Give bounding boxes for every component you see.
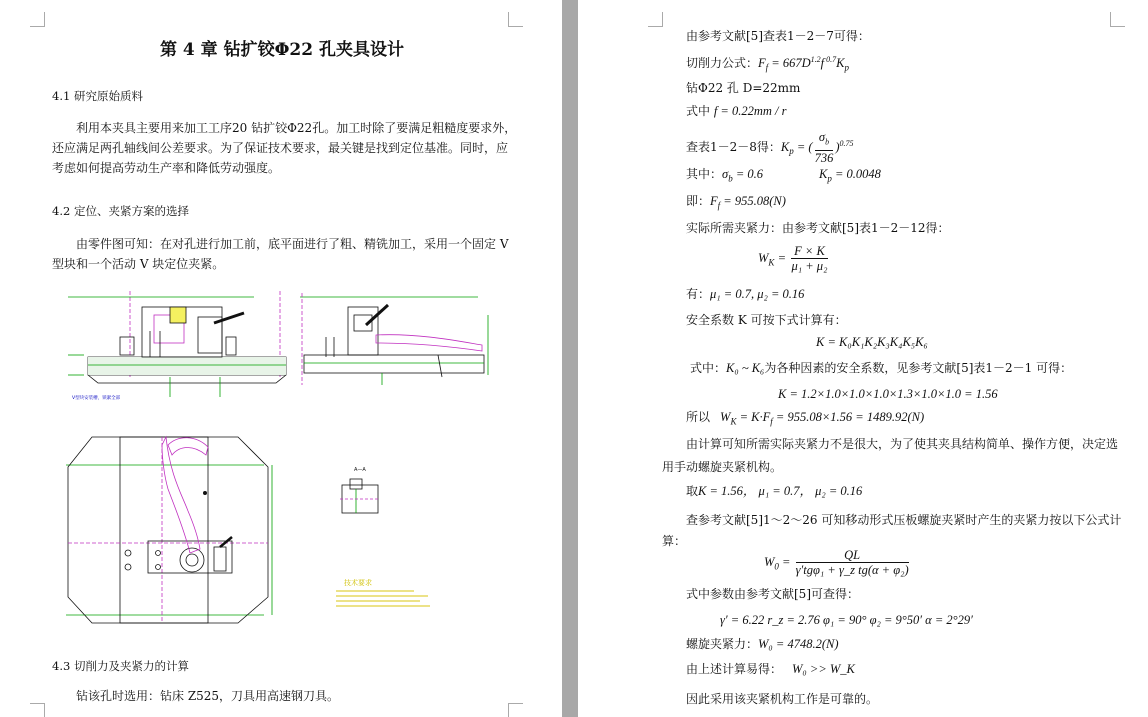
front-view	[68, 291, 286, 397]
formula-symbol: σ	[722, 167, 729, 181]
paragraph-line: 考虑如何提高劳动生产率和降低劳动强度。	[52, 161, 281, 175]
paragraph-line: 用手动螺旋夹紧机构。	[662, 460, 783, 474]
formula-subscript: f	[770, 416, 773, 427]
formula-value: = 0.6	[732, 167, 763, 181]
formula-label: 查表1－2－8得：	[686, 139, 781, 154]
formula-subscript: K	[768, 257, 775, 268]
formula-symbol: W	[764, 555, 775, 569]
result-line	[686, 193, 786, 213]
formula-subscript: 0	[774, 561, 779, 572]
fraction	[796, 548, 909, 577]
formula-subscript: f	[717, 200, 721, 211]
text-line: 实际所需夹紧力：由参考文献[5]表1－2－12得：	[686, 221, 950, 235]
text-line: 安全系数 K 可按下式计算有：	[686, 313, 847, 327]
margin-corner-mark	[508, 12, 523, 27]
formula-part: )	[835, 139, 840, 154]
formula-subscript: p	[789, 146, 794, 157]
text-line	[690, 360, 1072, 376]
clamping-force-formula: $W_K$ = $\frac{F \times K}{\text{μ₁ + μ₂}}$	[758, 244, 828, 273]
fraction-denominator: μ₁ + μ₂	[791, 259, 828, 273]
parameter-line	[686, 483, 862, 499]
paragraph-line: 钻该孔时选用：钻床 Z525，刀具用高速钢刀具。	[76, 689, 340, 703]
formula-symbol: W	[720, 410, 731, 424]
document-page-right	[578, 0, 1148, 717]
parameter-values: γ′ = 6.22 r_z = 2.76 φ₁ = 90° φ₂ = 9°50′ α = 2°29′	[720, 613, 973, 627]
fixture-drawing	[58, 285, 498, 650]
fraction-numerator: QL	[796, 548, 909, 563]
margin-corner-mark	[508, 703, 523, 717]
text-line: 式中参数由参考文献[5]可查得：	[686, 587, 859, 601]
document-page-left	[0, 0, 562, 717]
section-heading-4-3: 4.3 切削力及夹紧力的计算	[52, 659, 189, 673]
formula-part: = K·F	[736, 410, 771, 424]
formula-symbol: F	[710, 194, 718, 208]
result-line	[686, 661, 855, 677]
formula-subscript: p	[827, 173, 832, 184]
text-part: 为各种因素的安全系数，见参考文献[5]表1－2－1 可得：	[764, 361, 1073, 375]
fraction-numerator: $\sigma_b$	[815, 130, 834, 151]
screw-clamp-formula: $W_0$ = $\frac{QL}{\text{γ′tgφ₁ + γ\_z tg(α + φ₂)}}$	[764, 548, 909, 577]
formula-label: 其中：	[686, 167, 723, 181]
drawing-note: V型块安装槽，锁紧全部	[72, 396, 121, 401]
fraction-numerator: F × K	[791, 244, 828, 259]
formula-exponent: 0.75	[839, 138, 854, 148]
formula-part: K	[836, 56, 845, 70]
margin-corner-mark	[30, 703, 45, 717]
result-line	[686, 636, 839, 652]
formula-label: 式中	[686, 104, 714, 118]
formula-body: μ₁ = 0.7, μ₂ = 0.16	[710, 287, 805, 301]
formula-subscript: K	[730, 416, 737, 427]
margin-corner-mark	[648, 12, 663, 27]
formula-body: K₀ ~ K₆	[726, 361, 765, 375]
formula-value: = 955.08(N)	[720, 194, 786, 208]
margin-corner-mark	[1110, 12, 1125, 27]
tech-requirements-lines	[336, 591, 430, 606]
parameter-line	[686, 166, 881, 186]
safety-factor-value: K = 1.2×1.0×1.0×1.0×1.3×1.0×1.0 = 1.56	[778, 387, 998, 401]
formula-part: = 667D	[768, 56, 811, 70]
formula-label: 所以	[686, 410, 711, 424]
formula-exponent: 0.7	[824, 55, 837, 64]
paragraph-line: 查参考文献[5]1～2～26 可知移动形式压板螺旋夹紧时产生的夹紧力按以下公式计	[686, 513, 1122, 527]
conclusion-line: 因此采用该夹紧机构工作是可靠的。	[686, 692, 879, 706]
formula-label: 由上述计算易得：	[686, 662, 783, 676]
paragraph-line: 型块和一个活动 V 块定位夹紧。	[52, 257, 225, 271]
paragraph-line: 还应满足两孔轴线间公差要求。为了保证技术要求，最关键是找到定位基准。同时，应	[52, 141, 509, 155]
section-mark: A—A	[354, 467, 366, 473]
formula-subscript: p	[844, 62, 849, 73]
formula-value: = 0.0048	[831, 167, 881, 181]
formula-body: K = 1.56， μ₁ = 0.7， μ₂ = 0.16	[698, 484, 863, 498]
section-view-a-a	[340, 479, 380, 513]
formula-label: 螺旋夹紧力：	[686, 637, 759, 651]
fraction	[791, 244, 828, 273]
paragraph-line: 利用本夹具主要用来加工工序20 钻扩铰Φ22孔。加工时除了要满足粗糙度要求外，	[76, 121, 517, 135]
formula-label: 有：	[686, 287, 711, 301]
formula-label: 式中：	[690, 361, 727, 375]
fraction-denominator: 736	[814, 150, 834, 165]
formula-label: 切削力公式：	[686, 56, 759, 70]
formula-part: f	[820, 56, 825, 70]
formula-part: = (	[793, 139, 813, 154]
friction-line	[686, 286, 804, 302]
formula-body: W₀ = 4748.2(N)	[758, 637, 839, 651]
feed-formula	[686, 103, 787, 119]
page-gap	[562, 0, 578, 717]
formula-value: = 955.08×1.56 = 1489.92(N)	[772, 410, 925, 424]
fraction-denominator: γ′tgφ₁ + γ_z tg(α + φ₂)	[795, 563, 909, 577]
formula-body: W₀ >> W_K	[792, 662, 855, 676]
formula-symbol: K	[780, 139, 790, 154]
section-heading-4-1: 4.1 研究原始质料	[52, 89, 143, 103]
top-view	[66, 437, 272, 623]
result-line	[686, 409, 924, 429]
cutting-force-formula	[686, 52, 849, 75]
paragraph-line: 由计算可知所需实际夹紧力不是很大，为了使其夹具结构简单、操作方便，决定选	[686, 437, 1119, 451]
formula-exponent: 1.2	[810, 55, 821, 64]
formula-body: f = 0.22mm / r	[713, 104, 787, 118]
formula-subscript: b	[728, 173, 733, 184]
side-view	[300, 293, 488, 385]
safety-factor-formula: K = K₀K₁K₂K₃K₄K₅K₆	[816, 335, 928, 349]
formula-symbol: K	[819, 167, 828, 181]
chapter-title: 第 4 章 钻扩铰Φ22 孔夹具设计	[160, 40, 404, 60]
tech-requirements-title: 技术要求	[344, 579, 372, 587]
formula-symbol: W	[758, 251, 769, 265]
paragraph-line: 算：	[662, 534, 687, 548]
margin-corner-mark	[30, 12, 45, 27]
text-line: 钻Φ22 孔 D=22mm	[686, 81, 801, 95]
formula-label: 即：	[686, 194, 711, 208]
formula-label: 取	[686, 484, 699, 498]
fraction	[815, 130, 834, 165]
formula-symbol: F	[758, 56, 766, 70]
kp-formula	[686, 130, 854, 165]
formula-subscript: f	[765, 62, 769, 73]
text-line: 由参考文献[5]查表1－2－7可得：	[686, 29, 870, 43]
section-heading-4-2: 4.2 定位、夹紧方案的选择	[52, 204, 189, 218]
paragraph-line: 由零件图可知：在对孔进行加工前，底平面进行了粗、精铣加工，采用一个固定 V	[76, 237, 509, 251]
